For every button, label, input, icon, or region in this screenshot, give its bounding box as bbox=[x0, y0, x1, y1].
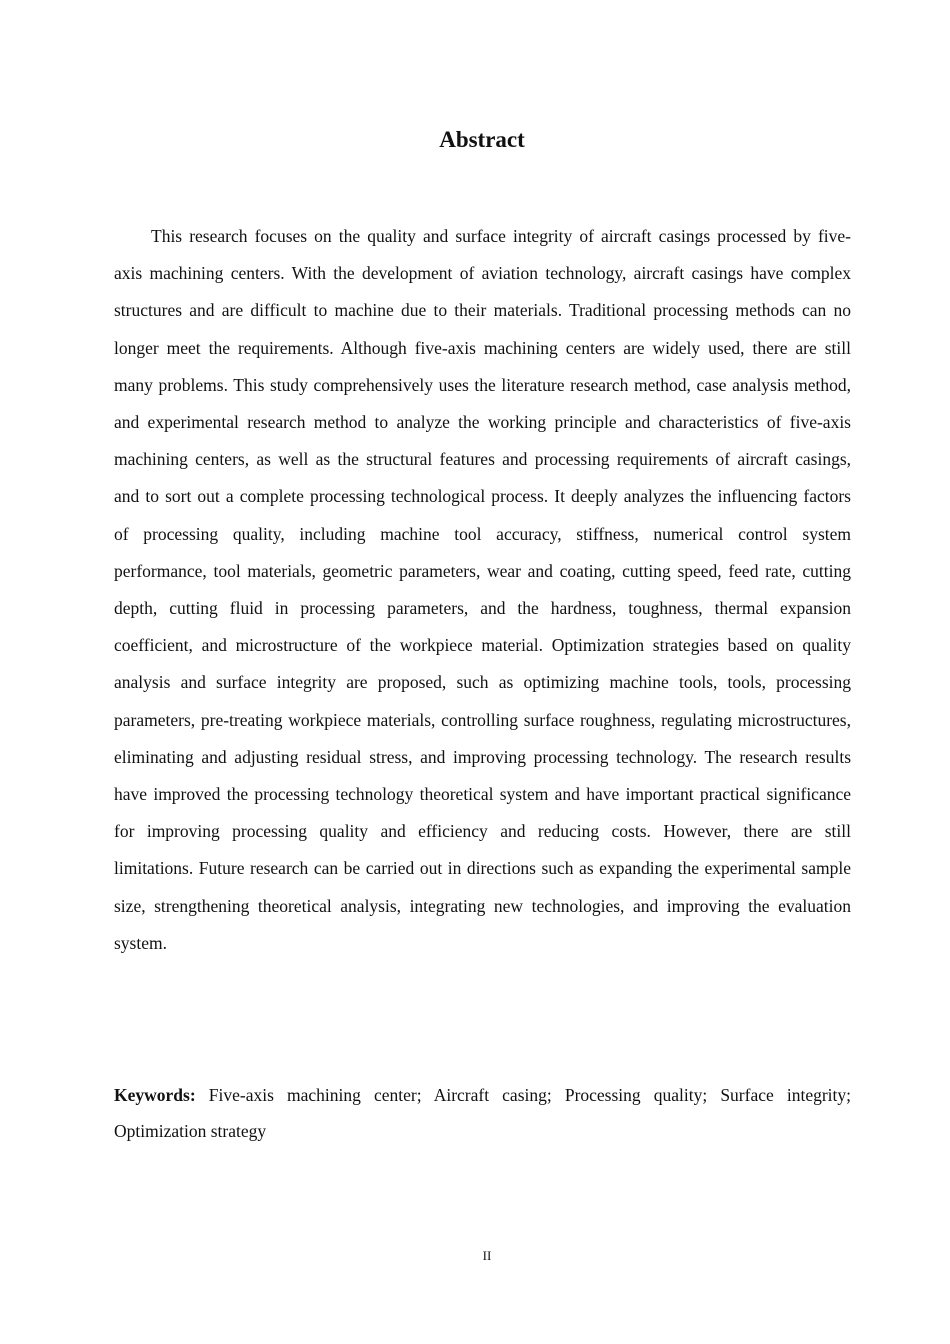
keywords-paragraph bbox=[114, 1077, 851, 1149]
keywords-text: Five-axis machining center; Aircraft casing; Processing quality; Surface integrity; Optimization strategy bbox=[114, 1085, 852, 1141]
page-title: Abstract bbox=[439, 127, 525, 152]
page-number: II bbox=[482, 1248, 492, 1263]
keywords-label: Keywords: bbox=[114, 1085, 196, 1105]
abstract-body: This research focuses on the quality and surface integrity of aircraft casings processed by five-axis machining centers. With the development of aviation technology, aircraft casings have complex structures and are difficult to machine due to their materials. Traditional processing methods can no longer meet the requirements. Although five-axis machining centers are widely used, there are still many problems. This study comprehensively uses the literature research method, case analysis method, and experimental research method to analyze the working principle and characteristics of five-axis machining centers, as well as the structural features and processing requirements of aircraft casings, and to sort out a complete processing technological process. It deeply analyzes the influencing factors of processing quality, including machine tool accuracy, stiffness, numerical control system performance, tool materials, geometric parameters, wear and coating, cutting speed, feed rate, cutting depth, cutting fluid in processing parameters, and the hardness, toughness, thermal expansion coefficient, and microstructure of the workpiece material. Optimization strategies based on quality analysis and surface integrity are proposed, such as optimizing machine tools, tools, processing parameters, pre-treating workpiece materials, controlling surface roughness, regulating microstructures, eliminating and adjusting residual stress, and improving processing technology. The research results have improved the processing technology theoretical system and have important practical significance for improving processing quality and efficiency and reducing costs. However, there are still limitations. Future research can be carried out in directions such as expanding the experimental sample size, strengthening theoretical analysis, integrating new technologies, and improving the evaluation system. bbox=[114, 226, 851, 953]
